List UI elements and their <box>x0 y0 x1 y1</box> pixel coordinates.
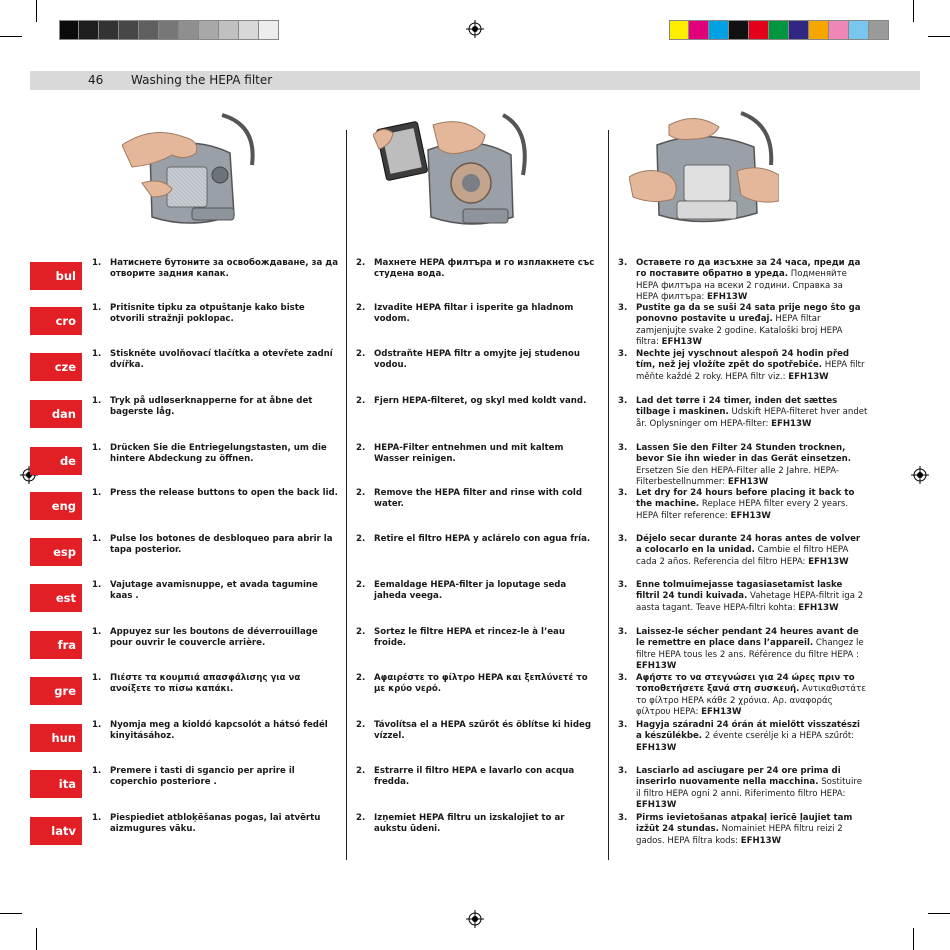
step-number: 1. <box>92 396 102 406</box>
step-1-bold-text <box>110 673 342 696</box>
step-2-bold-text <box>374 766 596 789</box>
step-3-body <box>636 303 868 348</box>
step-2-instruction: Távolítsa el a HEPA szűrőt és öblítse ki hideg vízzel. <box>374 720 591 742</box>
step-3-instruction-bold: Pirms ievietošanas atpakaļ ierīcē ļaujiet tam izžūt 24 stundas. <box>636 813 853 835</box>
step-number: 1. <box>92 488 102 498</box>
step-2-bold-text <box>374 349 596 372</box>
step-2-bold-text <box>374 580 596 603</box>
step-3-text <box>618 766 868 811</box>
filter-reference-code: EFH13W <box>636 660 677 671</box>
step-number: 3. <box>618 673 628 683</box>
step-number: 2. <box>356 813 366 823</box>
step-1-text <box>92 349 342 372</box>
step-2-bold-text <box>374 488 596 511</box>
step-3-body <box>636 534 868 568</box>
column-divider <box>346 130 347 860</box>
step-number: 3. <box>618 766 628 776</box>
step-3-instruction-regular: Nomainiet HEPA filtru reizi 2 gados. HEPA filtra kods: <box>636 824 843 846</box>
step-3-text <box>618 627 868 672</box>
step-3-instruction-regular: Vahetage HEPA-filtrit iga 2 aasta tagant. Teave HEPA-filtri kohta: <box>636 591 864 613</box>
step-number: 3. <box>618 349 628 359</box>
step-number: 1. <box>92 258 102 268</box>
step-3-instruction-regular: HEPA filtar zamjenjujte svake 2 godine. Kataloški broj HEPA filtra: <box>636 314 843 347</box>
step-3-text <box>618 258 868 303</box>
language-code-badge: esp <box>30 538 82 566</box>
step-3-instruction-regular: HEPA filtr měňte každé 2 roky. HEPA filtr viz.: <box>636 360 865 382</box>
grayscale-calibration-bar <box>59 20 279 40</box>
language-code-badge: gre <box>30 677 82 705</box>
step-1-text <box>92 766 342 789</box>
step-3-instruction-bold: Lad det tørre i 24 timer, inden det sættes tilbage i maskinen. <box>636 396 838 418</box>
step-3-instruction-regular: Подменяйте HEPA филтъра на всеки 2 години. Справка за HEPA филтъра: <box>636 269 847 302</box>
page-number: 46 <box>88 73 104 87</box>
step-number: 3. <box>618 580 628 590</box>
step-number: 3. <box>618 627 628 637</box>
step-1-text <box>92 396 342 419</box>
step-2-bold-text <box>374 720 596 743</box>
filter-reference-code: EFH13W <box>661 336 702 347</box>
step-1-text <box>92 443 342 466</box>
step-2-instruction: Sortez le filtre HEPA et rincez-le à l’eau froide. <box>374 627 565 649</box>
step-number: 1. <box>92 766 102 776</box>
step-1-instruction: Nyomja meg a kioldó kapcsolót a hátsó fedél kinyitásához. <box>110 720 328 742</box>
step-2-instruction: Retire el filtro HEPA y aclárelo con agua fría. <box>374 534 591 544</box>
step-1-text <box>92 720 342 743</box>
step-3-text <box>618 720 868 754</box>
step-3-instruction-bold: Оставете го да изсъхне за 24 часа, преди да го поставите обратно в уреда. <box>636 258 861 280</box>
step-3-text <box>618 813 868 847</box>
step-2-text <box>356 443 596 466</box>
step-1-bold-text <box>110 396 342 419</box>
step-3-instruction-bold: Αφήστε το να στεγνώσει για 24 ώρες πριν το τοποθετήσετε ξανά στη συσκευή. <box>636 673 855 695</box>
step-2-text <box>356 534 596 545</box>
step-2-bold-text <box>374 396 596 407</box>
step-2-text <box>356 720 596 743</box>
step-2-bold-text <box>374 673 596 696</box>
crop-mark <box>928 36 950 37</box>
step-number: 2. <box>356 534 366 544</box>
step-3-instruction-regular: Αντικαθιστάτε το φίλτρο HEPA κάθε 2 χρόνια. Αρ. αναφοράς φίλτρου HEPA: <box>636 684 866 717</box>
step-1-bold-text <box>110 443 342 466</box>
step-3-text <box>618 443 868 488</box>
step-1-instruction: Натиснете бутоните за освобождаване, за да отворите задния капак. <box>110 258 339 280</box>
step-3-body <box>636 720 868 754</box>
page-title: Washing the HEPA filter <box>131 73 273 87</box>
step-1-instruction: Vajutage avamisnuppe, et avada tagumine kaas . <box>110 580 318 602</box>
filter-reference-code: EFH13W <box>798 602 839 613</box>
step-1-bold-text <box>110 580 342 603</box>
step-2-bold-text <box>374 443 596 466</box>
step-number: 3. <box>618 720 628 730</box>
color-calibration-bar <box>669 20 889 40</box>
step-2-instruction: Махнете HEPA филтъра и го изплакнете със студена вода. <box>374 258 595 280</box>
step-1-instruction: Piespiediet atbloķēšanas pogas, lai atvērtu aizmugures vāku. <box>110 813 321 835</box>
step-3-instruction-bold: Hagyja száradni 24 órán át mielőtt visszatészi a készülékbe. <box>636 720 860 742</box>
step-number: 2. <box>356 443 366 453</box>
step-number: 2. <box>356 673 366 683</box>
step-3-instruction-regular: Ersetzen Sie den HEPA-Filter alle 2 Jahre. HEPA-Filterbestellnummer: <box>636 465 840 487</box>
step-2-text <box>356 813 596 836</box>
step-number: 1. <box>92 349 102 359</box>
step-2-bold-text <box>374 627 596 650</box>
step-number: 3. <box>618 303 628 313</box>
step-1-instruction: Press the release buttons to open the back lid. <box>110 488 338 498</box>
language-code-badge: eng <box>30 492 82 520</box>
step-2-text <box>356 673 596 696</box>
step-1-text <box>92 303 342 326</box>
step-3-body <box>636 488 868 522</box>
step-2-text <box>356 766 596 789</box>
step-2-bold-text <box>374 258 596 281</box>
step-3-instruction-regular: Sostituire il filtro HEPA ogni 2 anni. Riferimento filtro HEPA: <box>636 777 862 799</box>
step-1-bold-text <box>110 488 342 499</box>
step-1-bold-text <box>110 534 342 557</box>
step-number: 2. <box>356 720 366 730</box>
step-2-instruction: Izņemiet HEPA filtru un izskalojiet to ar aukstu ūdeni. <box>374 813 565 835</box>
filter-reference-code: EFH13W <box>707 291 748 302</box>
step-number: 1. <box>92 443 102 453</box>
step-3-instruction-bold: Let dry for 24 hours before placing it back to the machine. <box>636 488 855 510</box>
step-1-text <box>92 580 342 603</box>
crop-mark <box>36 0 37 22</box>
step-1-instruction: Tryk på udløserknapperne for at åbne det bagerste låg. <box>110 396 313 418</box>
step-number: 1. <box>92 627 102 637</box>
step-2-text <box>356 580 596 603</box>
step-3-instruction-regular: Udskift HEPA-filteret hver andet år. Oplysninger om HEPA-filter: <box>636 407 868 429</box>
step-1-bold-text <box>110 720 342 743</box>
step-3-body <box>636 258 868 303</box>
language-code-badge: cro <box>30 307 82 335</box>
language-code-badge: de <box>30 447 82 475</box>
step-number: 3. <box>618 443 628 453</box>
step-1-bold-text <box>110 303 342 326</box>
step-number: 2. <box>356 396 366 406</box>
language-code-badge: latv <box>30 817 82 845</box>
language-code-badge: dan <box>30 400 82 428</box>
step-1-instruction: Premere i tasti di sgancio per aprire il coperchio posteriore . <box>110 766 295 788</box>
registration-mark-icon <box>911 466 929 484</box>
step-1-text <box>92 488 342 499</box>
step-2-bold-text <box>374 813 596 836</box>
step-number: 1. <box>92 673 102 683</box>
filter-reference-code: EFH13W <box>730 510 771 521</box>
step-1-bold-text <box>110 813 342 836</box>
step-3-text <box>618 580 868 614</box>
hand-pressing-release-button-illustration <box>122 105 262 235</box>
step-3-body <box>636 766 868 811</box>
registration-mark-icon <box>466 20 484 38</box>
step-number: 3. <box>618 813 628 823</box>
step-3-instruction-regular: Changez le filtre HEPA tous les 2 ans. Référence du filtre HEPA : <box>636 638 864 660</box>
step-3-instruction-bold: Enne tolmuimejasse tagasiasetamist laske filtril 24 tundi kuivada. <box>636 580 843 602</box>
step-3-instruction-bold: Lassen Sie den Filter 24 Stunden trocknen, bevor Sie ihn wieder in das Gerät einsetzen. <box>636 443 852 465</box>
step-3-text <box>618 303 868 348</box>
step-1-instruction: Appuyez sur les boutons de déverrouillage pour ouvrir le couvercle arrière. <box>110 627 318 649</box>
language-code-badge: cze <box>30 353 82 381</box>
step-1-text <box>92 534 342 557</box>
step-1-instruction: Πιέστε τα κουμπιά απασφάλισης για να ανοίξετε το πίσω καπάκι. <box>110 673 301 695</box>
crop-mark <box>913 0 914 22</box>
step-number: 3. <box>618 396 628 406</box>
step-3-instruction-bold: Déjelo secar durante 24 horas antes de volver a colocarlo en la unidad. <box>636 534 861 556</box>
step-number: 2. <box>356 627 366 637</box>
removing-hepa-filter-illustration <box>373 105 533 235</box>
filter-reference-code: EFH13W <box>771 418 812 429</box>
step-number: 2. <box>356 766 366 776</box>
step-2-bold-text <box>374 303 596 326</box>
step-1-text <box>92 813 342 836</box>
step-number: 2. <box>356 303 366 313</box>
step-number: 2. <box>356 488 366 498</box>
step-3-body <box>636 813 868 847</box>
step-3-text <box>618 396 868 430</box>
step-number: 3. <box>618 488 628 498</box>
step-1-text <box>92 258 342 281</box>
step-1-bold-text <box>110 627 342 650</box>
step-2-instruction: Αφαιρέστε το φίλτρο HEPA και ξεπλύνετέ το με κρύο νερό. <box>374 673 588 695</box>
step-2-text <box>356 258 596 281</box>
step-number: 1. <box>92 303 102 313</box>
filter-reference-code: EFH13W <box>740 835 782 846</box>
crop-mark <box>913 928 914 950</box>
step-3-text <box>618 534 868 568</box>
language-code-badge: ita <box>30 770 82 798</box>
step-2-text <box>356 303 596 326</box>
step-1-bold-text <box>110 258 342 281</box>
filter-reference-code: EFH13W <box>727 476 769 487</box>
registration-mark-icon <box>466 910 484 928</box>
step-number: 2. <box>356 580 366 590</box>
step-2-instruction: Estrarre il filtro HEPA e lavarlo con acqua fredda. <box>374 766 575 788</box>
step-number: 1. <box>92 720 102 730</box>
step-2-instruction: Eemaldage HEPA-filter ja loputage seda jaheda veega. <box>374 580 567 602</box>
step-3-instruction-regular: Replace HEPA filter every 2 years. HEPA filter reference: <box>636 499 849 521</box>
language-code-badge: hun <box>30 724 82 752</box>
step-1-instruction: Pulse los botones de desbloqueo para abrir la tapa posterior. <box>110 534 333 556</box>
step-number: 1. <box>92 580 102 590</box>
step-number: 2. <box>356 349 366 359</box>
column-divider <box>608 130 609 860</box>
step-2-text <box>356 488 596 511</box>
step-2-instruction: HEPA-Filter entnehmen und mit kaltem Wasser reinigen. <box>374 443 564 465</box>
step-1-bold-text <box>110 766 342 789</box>
language-code-badge: bul <box>30 262 82 290</box>
step-number: 3. <box>618 534 628 544</box>
step-3-instruction-bold: Laissez-le sécher pendant 24 heures avant de le remettre en place dans l’appareil. <box>636 627 859 649</box>
step-2-instruction: Odstraňte HEPA filtr a omyjte jej studenou vodou. <box>374 349 580 371</box>
step-2-instruction: Fjern HEPA-filteret, og skyl med koldt vand. <box>374 396 587 406</box>
step-number: 2. <box>356 258 366 268</box>
step-3-body <box>636 349 868 383</box>
filter-reference-code: EFH13W <box>701 706 742 717</box>
step-3-body <box>636 580 868 614</box>
step-number: 3. <box>618 258 628 268</box>
step-3-instruction-bold: Nechte jej vyschnout alespoň 24 hodin před tím, než jej vložíte zpět do spotřebiče. <box>636 349 850 371</box>
step-3-body <box>636 673 868 718</box>
crop-mark <box>36 928 37 950</box>
step-number: 1. <box>92 534 102 544</box>
step-1-bold-text <box>110 349 342 372</box>
step-2-instruction: Izvadite HEPA filtar i isperite ga hladnom vodom. <box>374 303 574 325</box>
step-3-body <box>636 627 868 672</box>
step-2-instruction: Remove the HEPA filter and rinse with cold water. <box>374 488 582 510</box>
step-3-body <box>636 396 868 430</box>
step-3-text <box>618 349 868 383</box>
step-2-bold-text <box>374 534 596 545</box>
crop-mark <box>0 913 22 914</box>
step-1-text <box>92 627 342 650</box>
step-3-instruction-bold: Lasciarlo ad asciugare per 24 ore prima di inserirlo nuovamente nella macchina. <box>636 766 841 788</box>
step-2-text <box>356 627 596 650</box>
step-1-instruction: Stiskněte uvolňovací tlačítka a otevřete zadní dvířka. <box>110 349 333 371</box>
step-3-instruction-regular: 2 évente cserélje ki a HEPA szűrőt: <box>702 731 855 742</box>
step-2-text <box>356 396 596 407</box>
step-3-instruction-bold: Pustite ga da se suši 24 sata prije nego što ga ponovno postavite u uređaj. <box>636 303 861 325</box>
step-3-instruction-regular: Cambie el filtro HEPA cada 2 años. Referencia del filtro HEPA: <box>636 545 849 567</box>
filter-reference-code: EFH13W <box>636 742 677 753</box>
language-code-badge: est <box>30 584 82 612</box>
step-2-text <box>356 349 596 372</box>
step-1-instruction: Drücken Sie die Entriegelungstasten, um die hintere Abdeckung zu öffnen. <box>110 443 327 465</box>
filter-reference-code: EFH13W <box>808 556 849 567</box>
step-3-text <box>618 488 868 522</box>
crop-mark <box>0 36 22 37</box>
step-1-instruction: Pritisnite tipku za otpuštanje kako biste otvorili stražnji poklopac. <box>110 303 305 325</box>
step-1-text <box>92 673 342 696</box>
step-3-body <box>636 443 868 488</box>
language-code-badge: fra <box>30 631 82 659</box>
refitting-filter-illustration <box>629 105 779 235</box>
filter-reference-code: EFH13W <box>788 371 829 382</box>
step-3-text <box>618 673 868 718</box>
filter-reference-code: EFH13W <box>636 799 677 810</box>
step-number: 1. <box>92 813 102 823</box>
crop-mark <box>928 913 950 914</box>
